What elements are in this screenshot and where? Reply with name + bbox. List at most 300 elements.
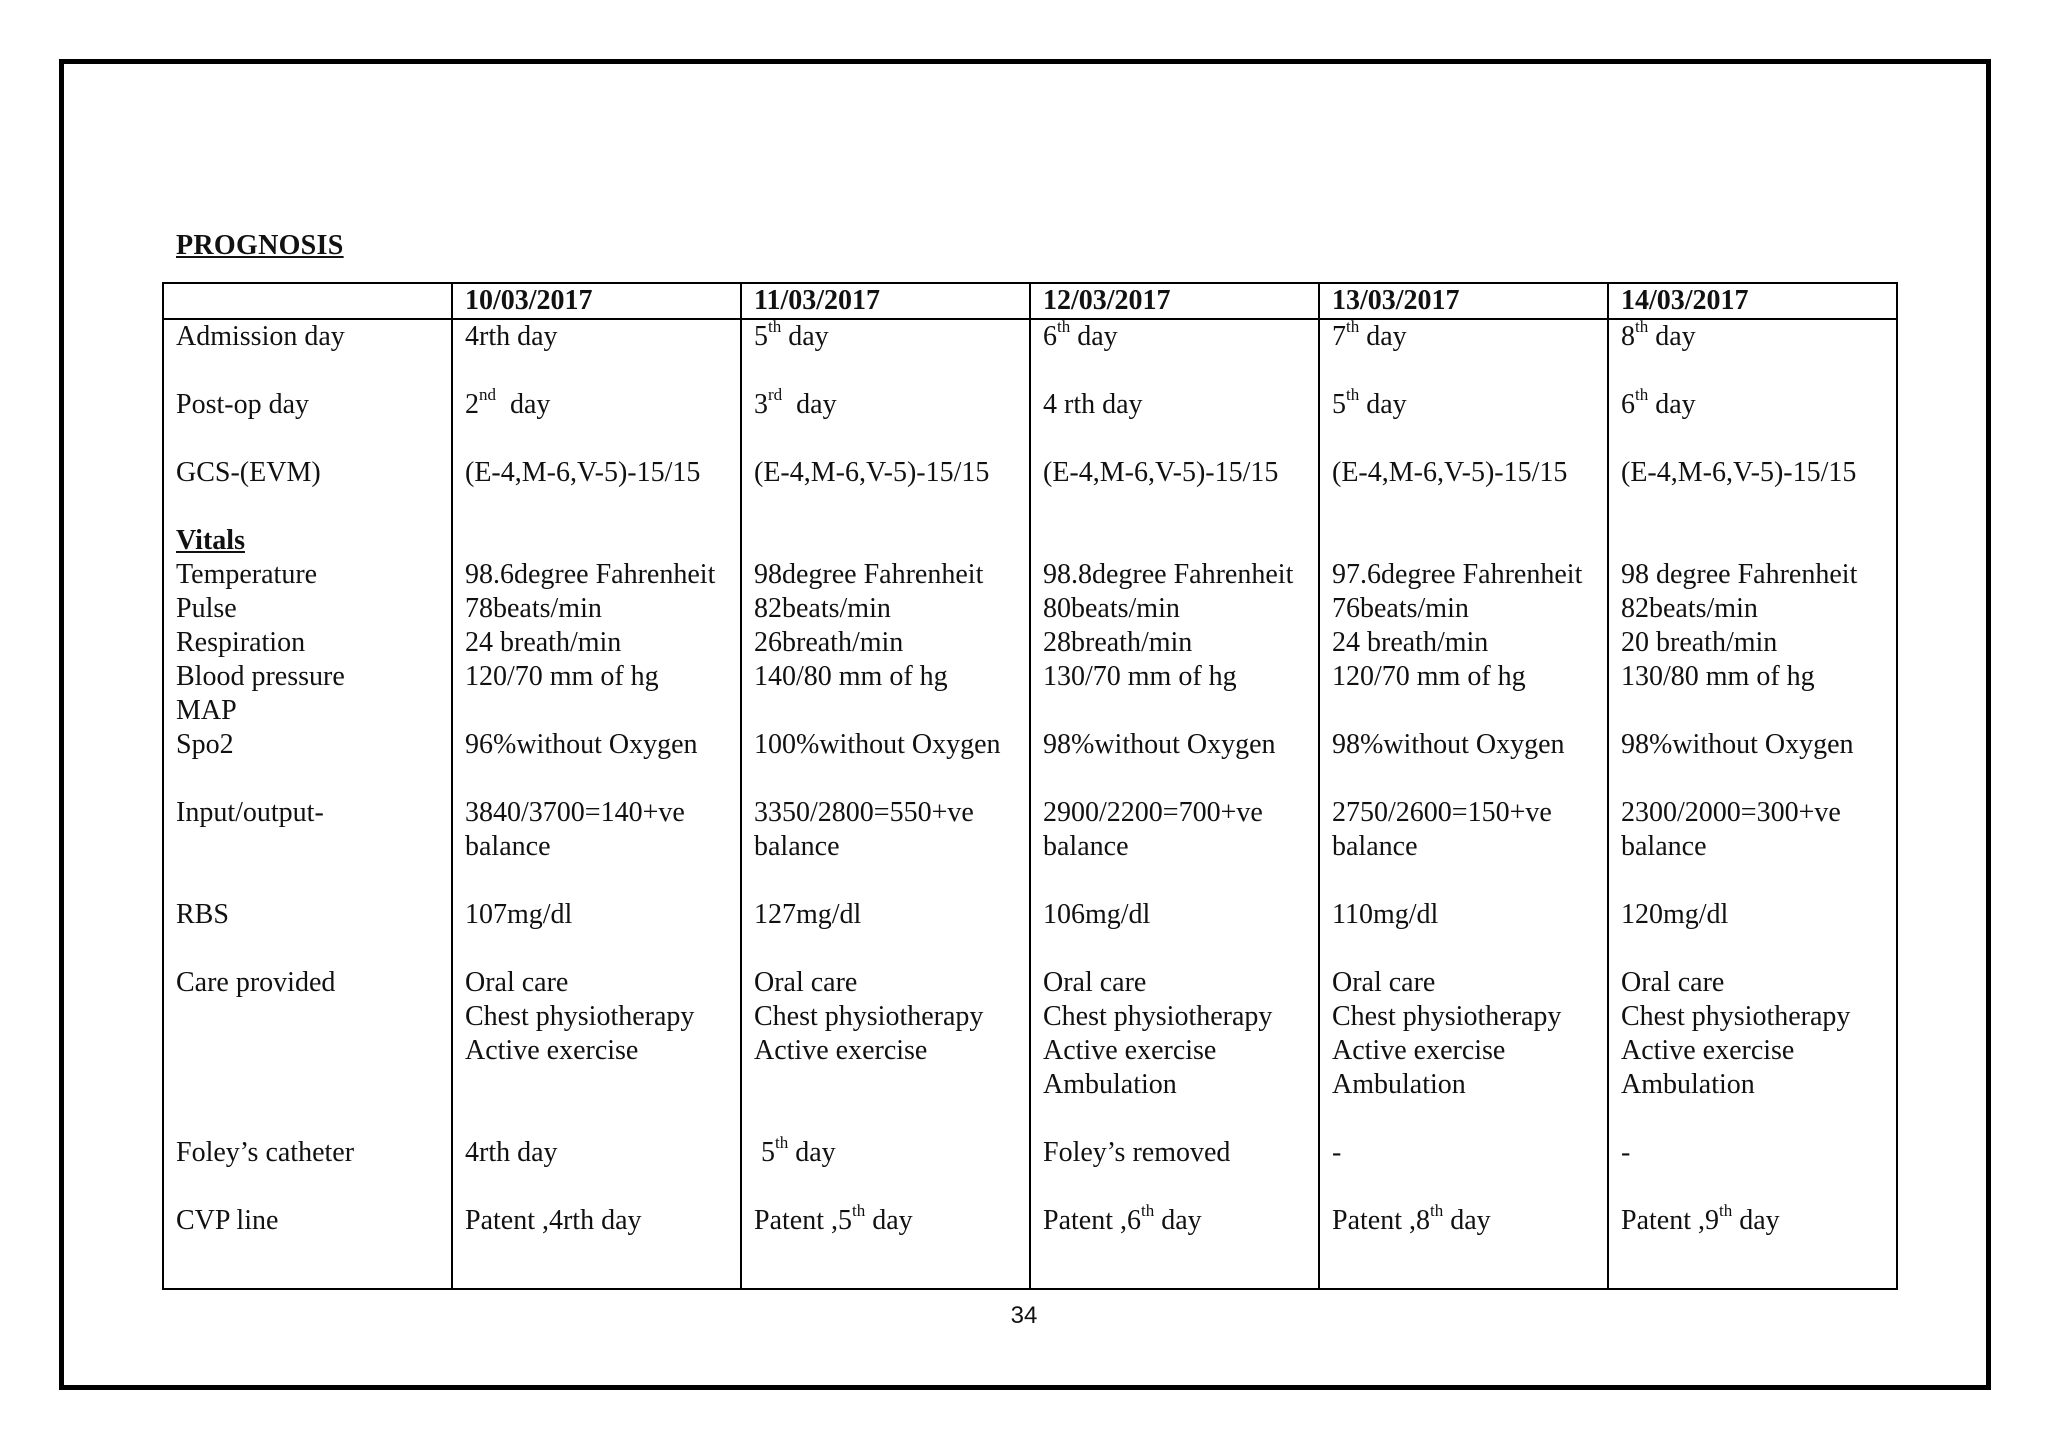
value-cell [1030, 524, 1319, 558]
value-cell [452, 1136, 741, 1170]
cell-text: 2750/2600=150+ve [1332, 797, 1552, 828]
row-label [163, 319, 452, 354]
cell-text: Ambulation [1332, 1069, 1466, 1100]
gcs-row [163, 456, 1897, 490]
value-cell [452, 864, 741, 898]
value-cell [1030, 456, 1319, 490]
value-cell [452, 762, 741, 796]
value-cell [1319, 796, 1608, 830]
header-corner [163, 283, 452, 319]
row-label [163, 388, 452, 422]
row-label-text: MAP [176, 695, 237, 726]
value-cell [1319, 966, 1608, 1000]
cell-text: day [1443, 1205, 1491, 1236]
value-cell [452, 1034, 741, 1068]
cell-text: Active exercise [754, 1035, 928, 1066]
row-label-text: Temperature [176, 559, 318, 590]
page-number: 34 [1010, 1302, 1038, 1329]
cell-text: Oral care [1043, 967, 1147, 998]
value-cell [452, 1000, 741, 1034]
value-cell [1030, 490, 1319, 524]
cell-text: 80beats/min [1043, 593, 1180, 624]
cell-text: Chest physiotherapy [1621, 1001, 1851, 1032]
row-label [163, 456, 452, 490]
cell-text: 6 [1043, 321, 1057, 352]
cell-text: Patent ,8 [1332, 1205, 1430, 1236]
spacer-row [163, 354, 1897, 388]
cell-text: Active exercise [1621, 1035, 1795, 1066]
row-label [163, 898, 452, 932]
value-cell [741, 694, 1030, 728]
value-cell [741, 762, 1030, 796]
cell-text: balance [1332, 831, 1418, 862]
value-cell [1319, 694, 1608, 728]
cell-text: 2300/2000=300+ve [1621, 797, 1841, 828]
cell-text: Chest physiotherapy [465, 1001, 695, 1032]
cell-text: 82beats/min [754, 593, 891, 624]
value-cell [1030, 1170, 1319, 1204]
date-header: 12/03/2017 [1030, 283, 1319, 319]
value-cell [1319, 932, 1608, 966]
care-row-cont [163, 1068, 1897, 1102]
value-cell [452, 319, 741, 354]
value-cell [1030, 319, 1319, 354]
row-label [163, 1204, 452, 1289]
cell-text: Chest physiotherapy [754, 1001, 984, 1032]
cell-text: balance [1043, 831, 1129, 862]
value-cell [741, 796, 1030, 830]
cell-text: 2900/2200=700+ve [1043, 797, 1263, 828]
value-cell [1030, 1136, 1319, 1170]
value-cell [452, 354, 741, 388]
foley-row [163, 1136, 1897, 1170]
cell-text: 24 breath/min [465, 627, 622, 658]
value-cell [1608, 1170, 1897, 1204]
value-cell [1030, 898, 1319, 932]
row-label [163, 354, 452, 388]
value-cell [1608, 388, 1897, 422]
value-cell [1319, 524, 1608, 558]
value-cell [452, 1170, 741, 1204]
cell-text: Active exercise [1043, 1035, 1217, 1066]
ordinal-suffix: th [852, 1204, 866, 1220]
row-label [163, 762, 452, 796]
row-label [163, 728, 452, 762]
value-cell [452, 966, 741, 1000]
input-output-row [163, 796, 1897, 830]
value-cell [741, 1204, 1030, 1289]
respiration-row [163, 626, 1897, 660]
value-cell [741, 1034, 1030, 1068]
value-cell [741, 660, 1030, 694]
cell-text: Patent ,9 [1621, 1205, 1719, 1236]
cell-text: 120mg/dl [1621, 899, 1729, 930]
prognosis-table [162, 282, 1898, 1290]
cell-text: 106mg/dl [1043, 899, 1151, 930]
value-cell [1319, 864, 1608, 898]
row-label [163, 1170, 452, 1204]
value-cell [452, 422, 741, 456]
ordinal-suffix: th [1346, 319, 1360, 336]
value-cell [452, 660, 741, 694]
value-cell [1030, 1068, 1319, 1102]
value-cell [1608, 1102, 1897, 1136]
value-cell [1319, 456, 1608, 490]
row-label [163, 660, 452, 694]
cell-text: Ambulation [1621, 1069, 1755, 1100]
cell-text: 100%without Oxygen [754, 729, 1001, 760]
cell-text: balance [754, 831, 840, 862]
cell-text: 20 breath/min [1621, 627, 1778, 658]
cell-text: day [788, 1137, 836, 1168]
cell-text: Active exercise [465, 1035, 639, 1066]
value-cell [1030, 796, 1319, 830]
value-cell [1030, 1204, 1319, 1289]
cell-text: 107mg/dl [465, 899, 573, 930]
cell-text: 130/80 mm of hg [1621, 661, 1815, 692]
row-label [163, 1136, 452, 1170]
value-cell [741, 1136, 1030, 1170]
ordinal-suffix: th [1057, 319, 1071, 336]
cell-text: Patent ,4rth day [465, 1205, 642, 1236]
cell-text: 5 [1332, 389, 1346, 420]
ordinal-suffix: th [1346, 388, 1360, 404]
value-cell [1319, 388, 1608, 422]
row-label-text: Care provided [176, 967, 336, 998]
row-label [163, 490, 452, 524]
value-cell [1319, 558, 1608, 592]
value-cell [452, 1102, 741, 1136]
value-cell [741, 728, 1030, 762]
value-cell [1608, 898, 1897, 932]
cell-text: 120/70 mm of hg [465, 661, 659, 692]
value-cell [1030, 694, 1319, 728]
value-cell [452, 898, 741, 932]
value-cell [1319, 422, 1608, 456]
cell-text: day [496, 389, 551, 420]
cell-text: day [1154, 1205, 1202, 1236]
value-cell [1030, 626, 1319, 660]
cell-text: 98%without Oxygen [1332, 729, 1565, 760]
row-label-text: Input/output- [176, 797, 324, 828]
value-cell [1319, 660, 1608, 694]
row-label-text: Post-op day [176, 389, 309, 420]
value-cell [1608, 422, 1897, 456]
cell-text: 82beats/min [1621, 593, 1758, 624]
spacer-row [163, 490, 1897, 524]
rbs-row [163, 898, 1897, 932]
value-cell [1319, 319, 1608, 354]
cell-text: 98%without Oxygen [1043, 729, 1276, 760]
value-cell [1608, 558, 1897, 592]
value-cell [1319, 762, 1608, 796]
cell-text: 7 [1332, 321, 1346, 352]
ordinal-suffix: th [1430, 1204, 1444, 1220]
cell-text: 98.8degree Fahrenheit [1043, 559, 1294, 590]
spacer-row [163, 932, 1897, 966]
value-cell [452, 932, 741, 966]
value-cell [1319, 1204, 1608, 1289]
value-cell [1608, 694, 1897, 728]
cell-text: 76beats/min [1332, 593, 1469, 624]
cell-text: Patent ,5 [754, 1205, 852, 1236]
value-cell [741, 1170, 1030, 1204]
cell-text: day [1070, 321, 1118, 352]
cell-text: 98degree Fahrenheit [754, 559, 984, 590]
cell-text: day [1359, 321, 1407, 352]
value-cell [452, 388, 741, 422]
cell-text: (E-4,M-6,V-5)-15/15 [1043, 457, 1279, 488]
row-label [163, 966, 452, 1000]
value-cell [452, 1068, 741, 1102]
admission-day-row [163, 319, 1897, 354]
row-label [163, 1068, 452, 1102]
value-cell [1319, 1000, 1608, 1034]
cell-text: 110mg/dl [1332, 899, 1439, 930]
date-header: 13/03/2017 [1319, 283, 1608, 319]
ordinal-suffix: th [1635, 388, 1649, 404]
row-label [163, 1034, 452, 1068]
row-label-text: Pulse [176, 593, 237, 624]
cell-text: 3840/3700=140+ve [465, 797, 685, 828]
value-cell [1030, 1034, 1319, 1068]
cell-text: Ambulation [1043, 1069, 1177, 1100]
table-header-row [163, 283, 1897, 319]
row-label-text: Admission day [176, 321, 345, 352]
cell-text: balance [1621, 831, 1707, 862]
cell-text: Active exercise [1332, 1035, 1506, 1066]
cell-text: balance [465, 831, 551, 862]
row-label [163, 558, 452, 592]
cell-text: 97.6degree Fahrenheit [1332, 559, 1583, 590]
value-cell [1608, 524, 1897, 558]
row-label-text: Blood pressure [176, 661, 345, 692]
cell-text: 2 [465, 389, 479, 420]
value-cell [1319, 354, 1608, 388]
spacer-row [163, 1170, 1897, 1204]
value-cell [1608, 1204, 1897, 1289]
value-cell [1608, 626, 1897, 660]
value-cell [1030, 660, 1319, 694]
value-cell [452, 796, 741, 830]
cell-text: 6 [1621, 389, 1635, 420]
value-cell [1608, 592, 1897, 626]
cell-text: day [781, 321, 829, 352]
cell-text: 3350/2800=550+ve [754, 797, 974, 828]
row-label [163, 830, 452, 864]
date-header: 11/03/2017 [741, 283, 1030, 319]
value-cell [1608, 456, 1897, 490]
cell-text: 127mg/dl [754, 899, 862, 930]
cell-text: 24 breath/min [1332, 627, 1489, 658]
value-cell [1030, 762, 1319, 796]
value-cell [1030, 354, 1319, 388]
value-cell [1030, 422, 1319, 456]
cell-text: day [865, 1205, 913, 1236]
value-cell [1030, 388, 1319, 422]
cell-text: 120/70 mm of hg [1332, 661, 1526, 692]
cell-text: Oral care [1332, 967, 1436, 998]
value-cell [1030, 1102, 1319, 1136]
cell-text: Oral care [1621, 967, 1725, 998]
spacer-row [163, 1102, 1897, 1136]
row-label [163, 422, 452, 456]
value-cell [452, 830, 741, 864]
map-row [163, 694, 1897, 728]
value-cell [1608, 932, 1897, 966]
cell-text: 4rth day [465, 321, 558, 352]
row-label [163, 864, 452, 898]
value-cell [1319, 1102, 1608, 1136]
value-cell [1030, 1000, 1319, 1034]
value-cell [452, 456, 741, 490]
row-label-text: RBS [176, 899, 229, 930]
row-label [163, 626, 452, 660]
cell-text: 98.6degree Fahrenheit [465, 559, 716, 590]
page-heading: PROGNOSIS [176, 230, 344, 261]
value-cell [1608, 864, 1897, 898]
value-cell [1030, 728, 1319, 762]
value-cell [452, 728, 741, 762]
spo2-row [163, 728, 1897, 762]
row-label [163, 592, 452, 626]
row-label [163, 1102, 452, 1136]
value-cell [741, 966, 1030, 1000]
cell-text: day [782, 389, 837, 420]
value-cell [1608, 796, 1897, 830]
row-label-text: Spo2 [176, 729, 234, 760]
value-cell [452, 490, 741, 524]
cell-text: (E-4,M-6,V-5)-15/15 [754, 457, 990, 488]
value-cell [1608, 1136, 1897, 1170]
value-cell [1319, 490, 1608, 524]
cell-text: Oral care [754, 967, 858, 998]
value-cell [1608, 660, 1897, 694]
cell-text: Chest physiotherapy [1332, 1001, 1562, 1032]
cell-text: day [1732, 1205, 1780, 1236]
row-label [163, 524, 452, 558]
value-cell [741, 864, 1030, 898]
spacer-row [163, 762, 1897, 796]
cell-text: day [1648, 389, 1696, 420]
spacer-row [163, 864, 1897, 898]
value-cell [1319, 1170, 1608, 1204]
cell-text: 130/70 mm of hg [1043, 661, 1237, 692]
cell-text: (E-4,M-6,V-5)-15/15 [465, 457, 701, 488]
cell-text: 140/80 mm of hg [754, 661, 948, 692]
value-cell [741, 319, 1030, 354]
value-cell [1030, 592, 1319, 626]
cell-text: Patent ,6 [1043, 1205, 1141, 1236]
ordinal-suffix: th [768, 319, 782, 336]
care-row [163, 966, 1897, 1000]
cell-text: 3 [754, 389, 768, 420]
row-label [163, 932, 452, 966]
value-cell [1608, 319, 1897, 354]
cell-text: day [1359, 389, 1407, 420]
cell-text: - [1621, 1137, 1631, 1168]
ordinal-suffix: th [1719, 1204, 1733, 1220]
value-cell [452, 592, 741, 626]
value-cell [741, 1068, 1030, 1102]
vitals-heading-row [163, 524, 1897, 558]
value-cell [741, 830, 1030, 864]
value-cell [741, 354, 1030, 388]
row-label [163, 1000, 452, 1034]
value-cell [741, 626, 1030, 660]
care-row-cont [163, 1034, 1897, 1068]
cell-text: Foley’s removed [1043, 1137, 1231, 1168]
value-cell [741, 932, 1030, 966]
value-cell [1030, 830, 1319, 864]
postop-day-row [163, 388, 1897, 422]
row-label-text: Foley’s catheter [176, 1137, 355, 1168]
value-cell [1319, 1136, 1608, 1170]
value-cell [1319, 1034, 1608, 1068]
row-label-text: Vitals [176, 525, 245, 556]
cell-text: 98%without Oxygen [1621, 729, 1854, 760]
date-header: 14/03/2017 [1608, 283, 1897, 319]
value-cell [1319, 830, 1608, 864]
row-label [163, 796, 452, 830]
value-cell [452, 694, 741, 728]
ordinal-suffix: nd [479, 388, 496, 404]
ordinal-suffix: rd [768, 388, 783, 404]
value-cell [1608, 762, 1897, 796]
value-cell [741, 1102, 1030, 1136]
cell-text: Chest physiotherapy [1043, 1001, 1273, 1032]
value-cell [1608, 1000, 1897, 1034]
value-cell [741, 1000, 1030, 1034]
value-cell [1030, 864, 1319, 898]
cell-text: 78beats/min [465, 593, 602, 624]
ordinal-suffix: th [775, 1136, 789, 1152]
value-cell [1608, 490, 1897, 524]
cell-text: 8 [1621, 321, 1635, 352]
row-label-text: CVP line [176, 1205, 279, 1236]
cell-text: 4rth day [465, 1137, 558, 1168]
spacer-row [163, 422, 1897, 456]
value-cell [1319, 898, 1608, 932]
value-cell [1030, 558, 1319, 592]
row-label-text: Respiration [176, 627, 306, 658]
value-cell [1608, 728, 1897, 762]
input-output-row-cont [163, 830, 1897, 864]
value-cell [452, 524, 741, 558]
value-cell [1030, 932, 1319, 966]
ordinal-suffix: th [1141, 1204, 1155, 1220]
value-cell [452, 626, 741, 660]
cell-text: 98 degree Fahrenheit [1621, 559, 1858, 590]
care-row-cont [163, 1000, 1897, 1034]
value-cell [741, 490, 1030, 524]
value-cell [741, 422, 1030, 456]
cell-text: 26breath/min [754, 627, 904, 658]
temperature-row [163, 558, 1897, 592]
cell-text: 5 [754, 1137, 775, 1168]
value-cell [1319, 592, 1608, 626]
value-cell [1608, 1068, 1897, 1102]
value-cell [1608, 354, 1897, 388]
value-cell [741, 558, 1030, 592]
cell-text: 4 rth day [1043, 389, 1143, 420]
value-cell [1608, 966, 1897, 1000]
row-label [163, 694, 452, 728]
value-cell [452, 1204, 741, 1289]
value-cell [1030, 966, 1319, 1000]
value-cell [1319, 626, 1608, 660]
value-cell [741, 388, 1030, 422]
